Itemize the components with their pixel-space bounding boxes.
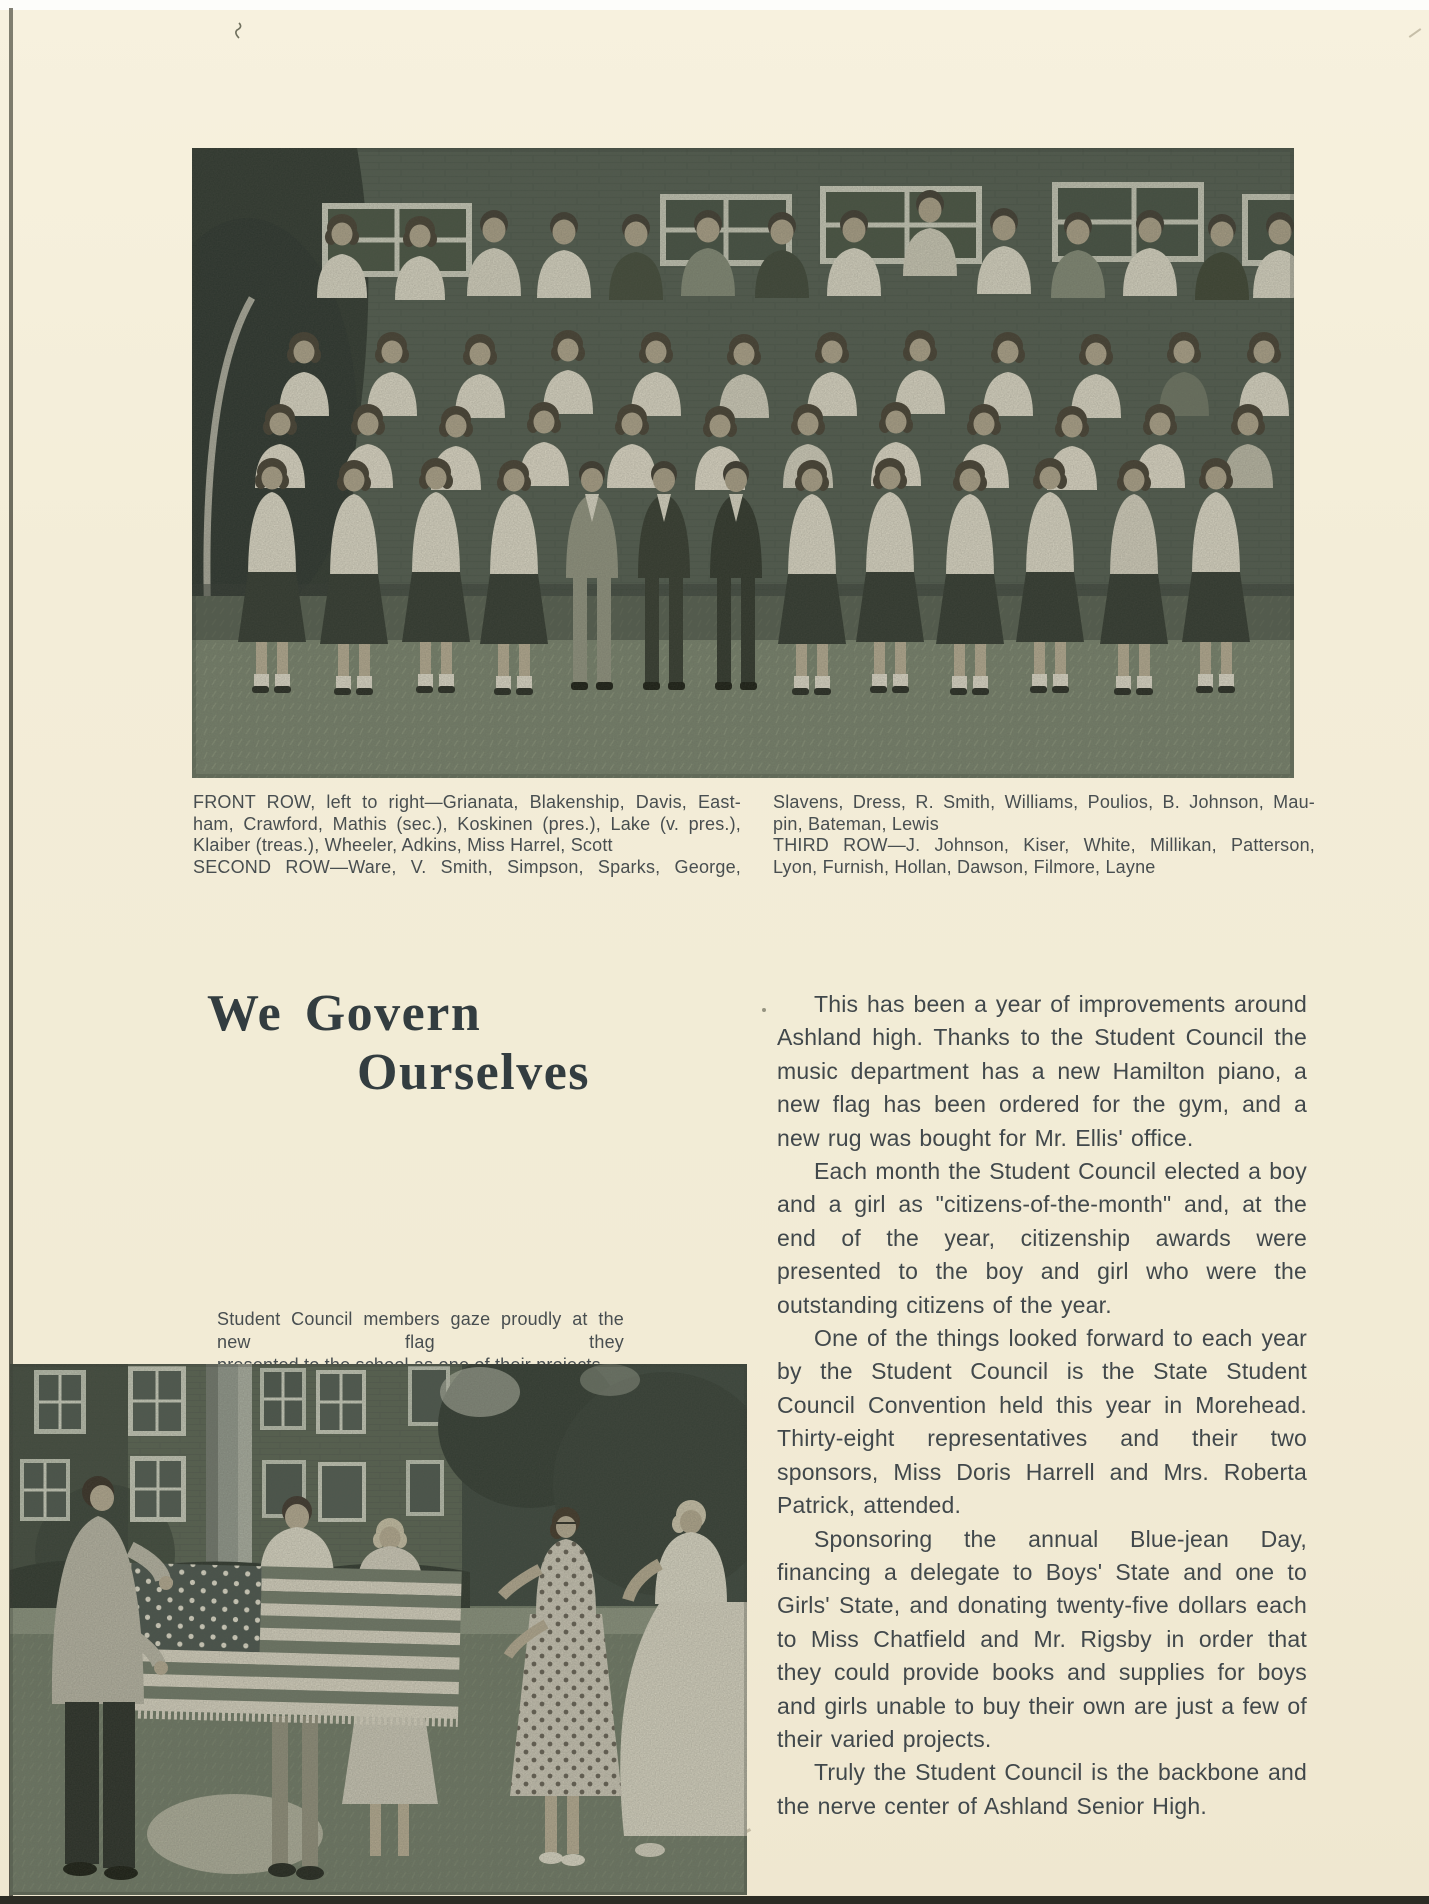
caption-line: Slavens, Dress, R. Smith, Williams, Poulios, B. Johnson, Mau- bbox=[773, 792, 1315, 812]
article-paragraph: Each month the Student Council elected a boy and a girl as "citizens-of-the-month" and, at the end of the year, citizenship awards were presented to the boy and girl who were the outstanding citizens of the year. bbox=[777, 1158, 1307, 1318]
article-paragraph: This has been a year of improvements around Ashland high. Thanks to the Student Council the music department has a new Hamilton piano, a new flag has been ordered for the gym, and a new rug was bought for Mr. Ellis' office. bbox=[777, 991, 1307, 1151]
flag-presentation-photo bbox=[10, 1364, 747, 1895]
section-title-line2: Ourselves bbox=[357, 1044, 591, 1101]
group-photo-caption-right bbox=[773, 792, 1315, 878]
caption-line: Klaiber (treas.), Wheeler, Adkins, Miss Harrel, Scott bbox=[193, 835, 613, 856]
caption-line: FRONT ROW, left to right—Grianata, Blakenship, Davis, East- bbox=[193, 792, 741, 812]
article-paragraph: Truly the Student Council is the backbone and the nerve center of Ashland Senior High. bbox=[777, 1759, 1307, 1819]
student-council-group-photo bbox=[192, 148, 1294, 778]
scratch-mark bbox=[1409, 28, 1422, 38]
article-paragraph: One of the things looked forward to each year by the Student Council is the State Student Council Convention held this year in Morehead. Thirty-eight representatives and their two sponsors, Miss Doris Harrell and Mrs. Roberta Patrick, attended. bbox=[777, 1325, 1307, 1519]
caption-line: Student Council members gaze proudly at the new flag they bbox=[217, 1309, 624, 1352]
caption-line: THIRD ROW—J. Johnson, Kiser, White, Millikan, Patterson, bbox=[773, 835, 1315, 856]
caption-line: SECOND ROW—Ware, V. Smith, Simpson, Sparks, George, bbox=[193, 856, 741, 877]
scan-top-edge bbox=[0, 0, 1429, 10]
caption-line: Lyon, Furnish, Hollan, Dawson, Filmore, Layne bbox=[773, 856, 1156, 877]
caption-line: pin, Bateman, Lewis bbox=[773, 813, 939, 834]
article-text bbox=[777, 988, 1307, 1823]
group-photo-caption-left bbox=[193, 792, 741, 878]
group-photo-illustration bbox=[192, 148, 1294, 778]
scan-bottom-edge bbox=[0, 1896, 1429, 1904]
section-title-line1: We Govern bbox=[207, 985, 482, 1042]
article-paragraph: Sponsoring the annual Blue-jean Day, financing a delegate to Boys' State and one to Girls' State, and donating twenty-five dollars each to Miss Chatfield and Mr. Rigsby in order that they could provide books and supplies for boys and girls unable to buy their own are just a few of their varied projects. bbox=[777, 1525, 1307, 1752]
print-speck bbox=[762, 1008, 766, 1012]
flag-photo-illustration bbox=[10, 1364, 747, 1895]
caption-line: ham, Crawford, Mathis (sec.), Koskinen (pres.), Lake (v. pres.), bbox=[193, 813, 741, 834]
ink-mark bbox=[233, 22, 245, 45]
section-title bbox=[207, 984, 727, 1102]
